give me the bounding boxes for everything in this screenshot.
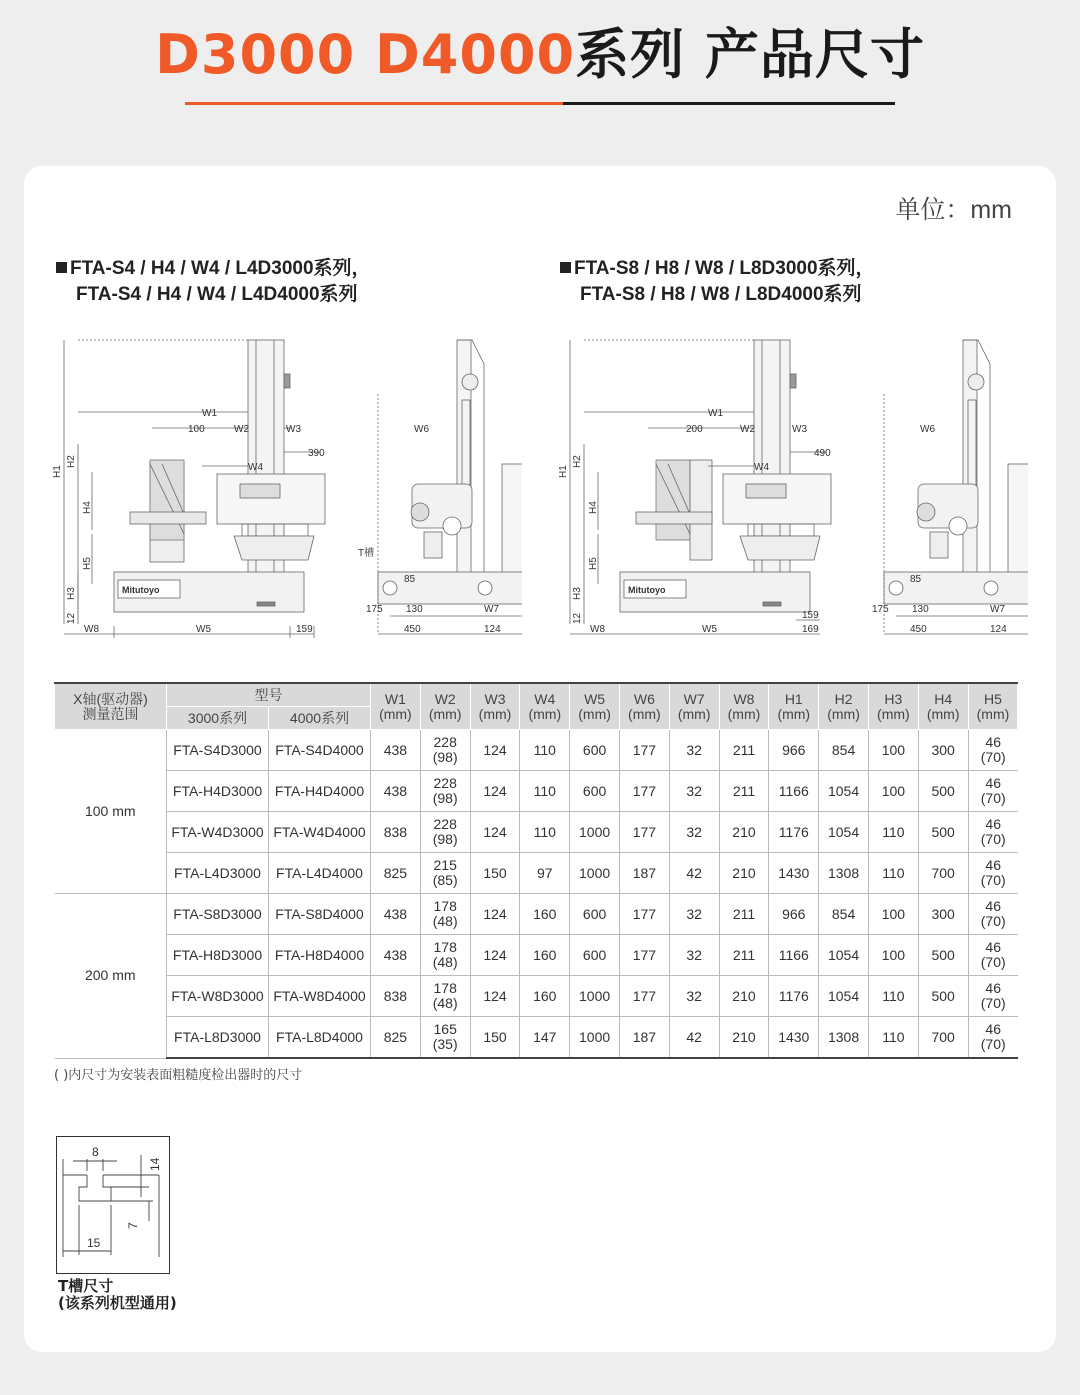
model-cell: FTA-L8D3000 — [167, 1017, 269, 1059]
section-title-1-line2: FTA-S4 / H4 / W4 / L4D4000系列 — [76, 284, 358, 305]
dim-value: (70) — [980, 831, 1006, 847]
dim-value: (35) — [432, 1036, 458, 1052]
dim-cell-w6: 177 — [619, 730, 669, 771]
title-suffix: 系列 产品尺寸 — [575, 23, 925, 86]
model-cell: FTA-L8D4000 — [269, 1017, 371, 1059]
dim-cell-w6: 177 — [619, 976, 669, 1017]
dim-cell-w3: 150 — [470, 1017, 520, 1059]
dim-value: 46 — [985, 775, 1001, 791]
dim-cell-w4: 147 — [520, 1017, 570, 1059]
dim-cell-w6: 177 — [619, 935, 669, 976]
dim-value: (98) — [432, 749, 458, 765]
dim-cell-h4: 300 — [918, 894, 968, 935]
dim-cell-h3: 100 — [868, 935, 918, 976]
col-h3: H3 (mm) — [868, 683, 918, 730]
dim-85: 85 — [910, 574, 922, 585]
dim-h1: H1 — [52, 465, 63, 478]
dim-130: 130 — [912, 604, 929, 615]
dimension-drawing-2 — [558, 334, 1028, 640]
dim-175: 175 — [872, 604, 889, 615]
model-cell: FTA-H8D4000 — [269, 935, 371, 976]
dim-390: 390 — [308, 448, 325, 459]
table-row — [55, 812, 1018, 853]
dim-12: 12 — [66, 612, 77, 624]
dim-w3: W3 — [792, 424, 807, 435]
col-w5: W5 (mm) — [570, 683, 620, 730]
dim-value: 46 — [985, 857, 1001, 873]
col-h2: H2 (mm) — [819, 683, 869, 730]
tslot-14: 14 — [148, 1157, 162, 1171]
dim-159: 159 — [296, 624, 313, 635]
dim-cell-w3: 124 — [470, 976, 520, 1017]
dim-450: 450 — [404, 624, 421, 635]
section-title-1 — [56, 256, 371, 308]
model-cell: FTA-H4D4000 — [269, 771, 371, 812]
dim-cell-w3: 124 — [470, 730, 520, 771]
dim-value: (70) — [980, 749, 1006, 765]
dim-cell-h5 — [968, 976, 1018, 1017]
table-row — [55, 1017, 1018, 1059]
dim-124: 124 — [990, 624, 1007, 635]
dim-h4: H4 — [82, 501, 93, 514]
spec-table — [54, 682, 1018, 1059]
dim-159: 159 — [802, 610, 819, 621]
dim-cell-h4: 300 — [918, 730, 968, 771]
model-cell: FTA-S8D3000 — [167, 894, 269, 935]
dim-cell-w8: 210 — [719, 976, 769, 1017]
dim-h3: H3 — [572, 587, 583, 600]
dim-cell-w7: 32 — [669, 730, 719, 771]
dim-cell-h5 — [968, 935, 1018, 976]
dim-175: 175 — [366, 604, 383, 615]
dim-cell-h1: 1430 — [769, 853, 819, 894]
dim-cell-w5: 600 — [570, 935, 620, 976]
dim-value: 178 — [433, 898, 457, 914]
tslot-15: 15 — [87, 1236, 101, 1250]
dim-cell-w2 — [420, 894, 470, 935]
dim-169: 169 — [802, 624, 819, 635]
dimension-drawing-1 — [52, 334, 522, 640]
dim-w6: W6 — [920, 424, 935, 435]
dim-cell-w8: 211 — [719, 730, 769, 771]
series-3000-header: 3000系列 — [167, 707, 269, 730]
col-w8: W8 (mm) — [719, 683, 769, 730]
dim-cell-w6: 177 — [619, 812, 669, 853]
dim-cell-w3: 124 — [470, 812, 520, 853]
dim-200: 200 — [686, 424, 703, 435]
dim-cell-h2: 1308 — [819, 1017, 869, 1059]
dim-cell-w5: 600 — [570, 894, 620, 935]
dim-value: (70) — [980, 1036, 1006, 1052]
model-cell: FTA-W4D3000 — [167, 812, 269, 853]
dim-w1: W1 — [202, 408, 217, 419]
dim-tslot: T槽 — [358, 548, 375, 559]
dim-value: (70) — [980, 790, 1006, 806]
section-title-1-line1: FTA-S4 / H4 / W4 / L4D3000系列， — [70, 258, 371, 279]
dim-cell-w8: 210 — [719, 853, 769, 894]
table-row — [55, 853, 1018, 894]
dim-value: (48) — [432, 995, 458, 1011]
model-cell: FTA-S4D3000 — [167, 730, 269, 771]
dim-cell-w8: 210 — [719, 812, 769, 853]
bullet-square-icon — [560, 262, 571, 273]
table-row — [55, 935, 1018, 976]
tslot-7: 7 — [126, 1222, 140, 1229]
dim-value: 228 — [433, 816, 457, 832]
dim-h2: H2 — [572, 455, 583, 468]
dim-cell-h2: 854 — [819, 730, 869, 771]
model-cell: FTA-L4D3000 — [167, 853, 269, 894]
dim-w2: W2 — [740, 424, 755, 435]
dim-cell-w1: 838 — [371, 812, 421, 853]
dim-cell-w7: 32 — [669, 976, 719, 1017]
tslot-8: 8 — [92, 1145, 99, 1159]
dim-cell-w5: 600 — [570, 771, 620, 812]
dim-w4: W4 — [248, 462, 263, 473]
dim-cell-w6: 187 — [619, 853, 669, 894]
range-cell: 200 mm — [55, 894, 167, 1059]
dim-cell-w1: 438 — [371, 894, 421, 935]
dim-cell-w2 — [420, 771, 470, 812]
dim-cell-w7: 32 — [669, 935, 719, 976]
dim-h5: H5 — [588, 557, 599, 570]
tslot-drawing — [56, 1136, 170, 1274]
dim-cell-w7: 42 — [669, 1017, 719, 1059]
dim-cell-h4: 500 — [918, 812, 968, 853]
dim-w7: W7 — [484, 604, 499, 615]
dim-cell-w8: 211 — [719, 935, 769, 976]
col-w3: W3 (mm) — [470, 683, 520, 730]
bullet-square-icon — [56, 262, 67, 273]
dim-value: (70) — [980, 954, 1006, 970]
section-title-2 — [560, 256, 875, 308]
dim-cell-w4: 110 — [520, 730, 570, 771]
dim-value: 178 — [433, 980, 457, 996]
col-w6: W6 (mm) — [619, 683, 669, 730]
dim-cell-w4: 110 — [520, 771, 570, 812]
dim-w5: W5 — [196, 624, 211, 635]
dim-cell-w6: 187 — [619, 1017, 669, 1059]
dim-cell-w5: 1000 — [570, 812, 620, 853]
dim-cell-w2 — [420, 730, 470, 771]
col-w2: W2 (mm) — [420, 683, 470, 730]
dim-cell-h2: 1054 — [819, 976, 869, 1017]
dim-cell-w4: 160 — [520, 976, 570, 1017]
dim-cell-w7: 32 — [669, 894, 719, 935]
dim-cell-h5 — [968, 894, 1018, 935]
range-cell: 100 mm — [55, 730, 167, 894]
dim-w1: W1 — [708, 408, 723, 419]
title-model: D3000 D4000 — [155, 23, 576, 86]
brand-logo: Mitutoyo — [122, 585, 160, 595]
dim-cell-h1: 966 — [769, 730, 819, 771]
unit-label: 单位：mm — [895, 196, 1012, 224]
col-h4: H4 (mm) — [918, 683, 968, 730]
footnote: ( )内尺寸为安装表面粗糙度检出器时的尺寸 — [54, 1068, 303, 1083]
table-row — [55, 894, 1018, 935]
dim-cell-h2: 854 — [819, 894, 869, 935]
dim-cell-h5 — [968, 771, 1018, 812]
header-row-1 — [55, 683, 1018, 707]
dim-cell-w7: 32 — [669, 812, 719, 853]
dim-cell-h4: 500 — [918, 771, 968, 812]
dim-h4: H4 — [588, 501, 599, 514]
dim-85: 85 — [404, 574, 416, 585]
dim-value: (70) — [980, 995, 1006, 1011]
page-title — [0, 20, 1080, 90]
tslot-svg — [57, 1137, 169, 1273]
dim-cell-h1: 1166 — [769, 935, 819, 976]
dim-w4: W4 — [754, 462, 769, 473]
table-row — [55, 771, 1018, 812]
dim-cell-w1: 838 — [371, 976, 421, 1017]
model-cell: FTA-S4D4000 — [269, 730, 371, 771]
dim-value: (85) — [432, 872, 458, 888]
series-4000-header: 4000系列 — [269, 707, 371, 730]
model-cell: FTA-S8D4000 — [269, 894, 371, 935]
dim-cell-w1: 438 — [371, 771, 421, 812]
range-header: X轴(驱动器) 测量范围 — [55, 683, 167, 730]
col-h1: H1 (mm) — [769, 683, 819, 730]
dim-cell-w3: 150 — [470, 853, 520, 894]
dim-h3: H3 — [66, 587, 77, 600]
model-cell: FTA-H4D3000 — [167, 771, 269, 812]
dim-cell-w5: 1000 — [570, 1017, 620, 1059]
dim-cell-w2 — [420, 976, 470, 1017]
dim-cell-h3: 110 — [868, 976, 918, 1017]
dim-value: 46 — [985, 734, 1001, 750]
dim-cell-h4: 500 — [918, 976, 968, 1017]
dim-cell-w8: 211 — [719, 771, 769, 812]
dim-cell-w2 — [420, 853, 470, 894]
title-underline — [185, 102, 895, 105]
dim-cell-h5 — [968, 853, 1018, 894]
col-h5: H5 (mm) — [968, 683, 1018, 730]
dim-cell-w5: 600 — [570, 730, 620, 771]
dim-cell-w5: 1000 — [570, 853, 620, 894]
dim-cell-w3: 124 — [470, 935, 520, 976]
dim-h2: H2 — [66, 455, 77, 468]
dim-value: 46 — [985, 939, 1001, 955]
dim-cell-w1: 825 — [371, 853, 421, 894]
dim-value: (48) — [432, 954, 458, 970]
dim-cell-h5 — [968, 730, 1018, 771]
model-header: 型号 — [167, 683, 371, 707]
dim-490: 490 — [814, 448, 831, 459]
dim-cell-w1: 438 — [371, 935, 421, 976]
dim-w8: W8 — [84, 624, 99, 635]
dim-value: 215 — [433, 857, 457, 873]
dim-w8: W8 — [590, 624, 605, 635]
dim-cell-w7: 32 — [669, 771, 719, 812]
brand-logo: Mitutoyo — [628, 585, 666, 595]
col-w7: W7 (mm) — [669, 683, 719, 730]
tslot-caption — [58, 1278, 177, 1312]
dim-w5: W5 — [702, 624, 717, 635]
dim-cell-h2: 1054 — [819, 812, 869, 853]
dim-cell-h3: 100 — [868, 894, 918, 935]
tslot-caption-sub: (该系列机型通用) — [58, 1294, 177, 1312]
dim-h1: H1 — [558, 465, 569, 478]
dim-cell-h2: 1308 — [819, 853, 869, 894]
dim-cell-h1: 1176 — [769, 976, 819, 1017]
content-card — [24, 166, 1056, 1352]
dim-cell-w2 — [420, 812, 470, 853]
dim-100: 100 — [188, 424, 205, 435]
dim-cell-h3: 110 — [868, 1017, 918, 1059]
dim-450: 450 — [910, 624, 927, 635]
dim-cell-h1: 1176 — [769, 812, 819, 853]
dim-value: 228 — [433, 775, 457, 791]
diagram-group-2 — [558, 334, 1028, 640]
dim-cell-w4: 160 — [520, 935, 570, 976]
model-cell: FTA-W4D4000 — [269, 812, 371, 853]
dim-cell-w3: 124 — [470, 771, 520, 812]
dim-w2: W2 — [234, 424, 249, 435]
dim-cell-w7: 42 — [669, 853, 719, 894]
dim-w3: W3 — [286, 424, 301, 435]
title-underline-accent — [185, 102, 563, 105]
dim-w6: W6 — [414, 424, 429, 435]
dim-124: 124 — [484, 624, 501, 635]
dim-cell-h3: 100 — [868, 730, 918, 771]
table-row — [55, 730, 1018, 771]
dim-cell-h1: 966 — [769, 894, 819, 935]
col-w1: W1 (mm) — [371, 683, 421, 730]
section-title-2-line2: FTA-S8 / H8 / W8 / L8D4000系列 — [580, 284, 862, 305]
dim-cell-w5: 1000 — [570, 976, 620, 1017]
dim-cell-h4: 700 — [918, 853, 968, 894]
col-w4: W4 (mm) — [520, 683, 570, 730]
dim-cell-w4: 97 — [520, 853, 570, 894]
dim-cell-h5 — [968, 812, 1018, 853]
dim-cell-w6: 177 — [619, 771, 669, 812]
dim-value: 228 — [433, 734, 457, 750]
spec-table-body — [55, 730, 1018, 1059]
dim-cell-h1: 1166 — [769, 771, 819, 812]
dim-cell-h3: 110 — [868, 812, 918, 853]
dim-cell-w1: 825 — [371, 1017, 421, 1059]
dim-value: 46 — [985, 898, 1001, 914]
dim-cell-h5 — [968, 1017, 1018, 1059]
dim-130: 130 — [406, 604, 423, 615]
model-cell: FTA-L4D4000 — [269, 853, 371, 894]
dim-value: (70) — [980, 913, 1006, 929]
dim-w7: W7 — [990, 604, 1005, 615]
dim-cell-w2 — [420, 935, 470, 976]
dim-value: 178 — [433, 939, 457, 955]
dim-cell-h4: 500 — [918, 935, 968, 976]
model-cell: FTA-W8D3000 — [167, 976, 269, 1017]
section-title-2-line1: FTA-S8 / H8 / W8 / L8D3000系列， — [574, 258, 875, 279]
dim-cell-h3: 110 — [868, 853, 918, 894]
dim-value: 165 — [433, 1021, 457, 1037]
dim-cell-w8: 211 — [719, 894, 769, 935]
dim-value: (98) — [432, 831, 458, 847]
dim-cell-w3: 124 — [470, 894, 520, 935]
dim-cell-w6: 177 — [619, 894, 669, 935]
dim-value: 46 — [985, 980, 1001, 996]
dim-cell-h2: 1054 — [819, 771, 869, 812]
dim-value: (70) — [980, 872, 1006, 888]
dim-12: 12 — [572, 612, 583, 624]
model-cell: FTA-W8D4000 — [269, 976, 371, 1017]
diagram-group-1 — [52, 334, 522, 640]
dim-cell-h3: 100 — [868, 771, 918, 812]
dim-value: (48) — [432, 913, 458, 929]
dim-value: (98) — [432, 790, 458, 806]
dim-cell-h4: 700 — [918, 1017, 968, 1059]
dim-cell-h2: 1054 — [819, 935, 869, 976]
dim-cell-w2 — [420, 1017, 470, 1059]
dim-cell-w4: 110 — [520, 812, 570, 853]
table-row — [55, 976, 1018, 1017]
dim-cell-w4: 160 — [520, 894, 570, 935]
dim-h5: H5 — [82, 557, 93, 570]
dim-value: 46 — [985, 1021, 1001, 1037]
tslot-caption-title: T槽尺寸 — [58, 1277, 114, 1295]
dim-cell-h1: 1430 — [769, 1017, 819, 1059]
dim-cell-w8: 210 — [719, 1017, 769, 1059]
dim-cell-w1: 438 — [371, 730, 421, 771]
dim-value: 46 — [985, 816, 1001, 832]
model-cell: FTA-H8D3000 — [167, 935, 269, 976]
